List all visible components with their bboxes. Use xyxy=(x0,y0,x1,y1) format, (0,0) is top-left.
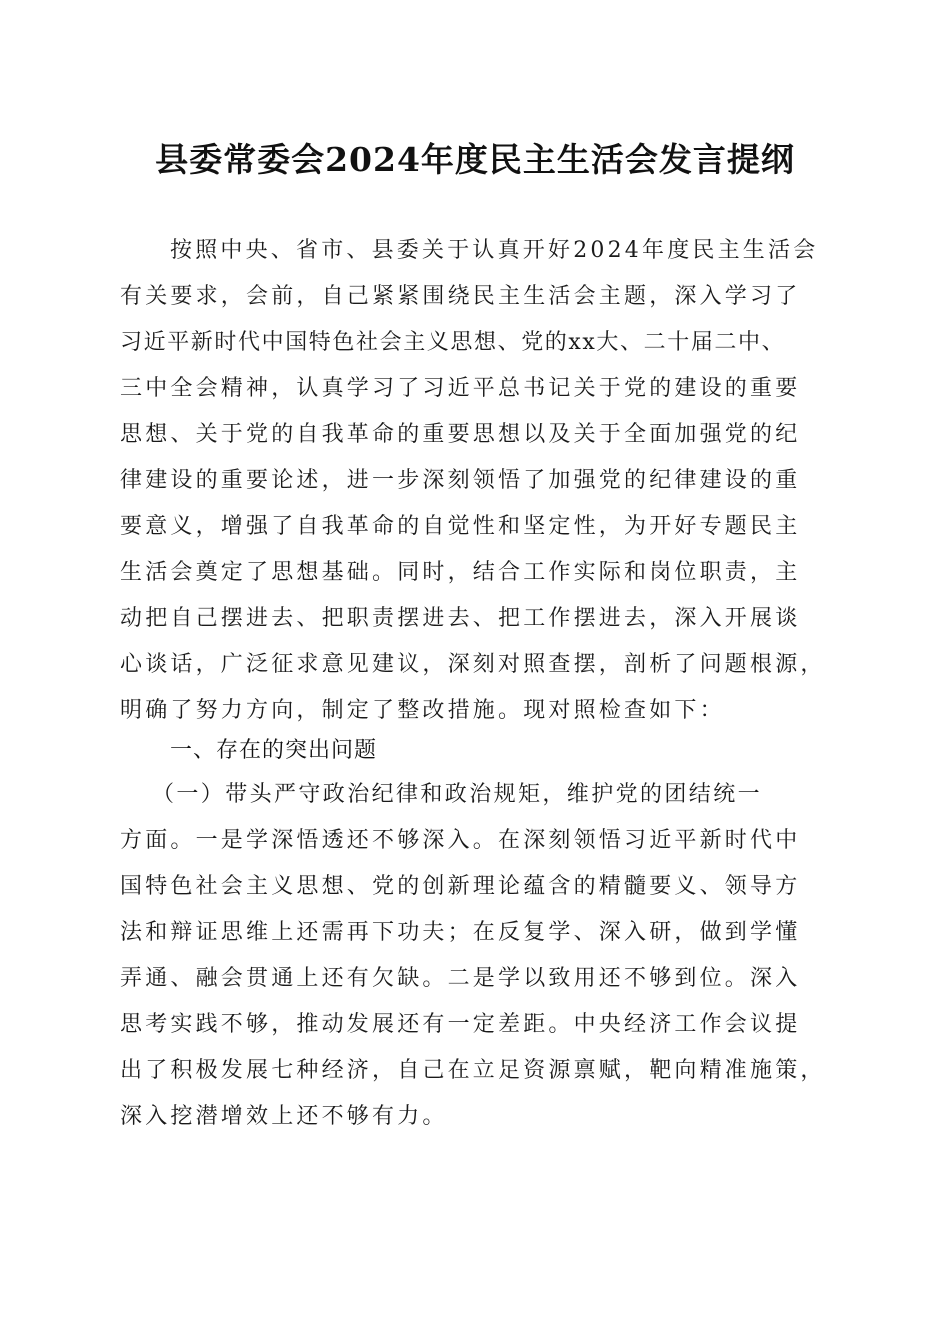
subsection-line: （一）带头严守政治纪律和政治规矩，维护党的团结统一 xyxy=(152,782,763,807)
subsection-line: 方面。一是学深悟透还不够深入。在深刻领悟习近平新时代中 xyxy=(120,828,801,853)
intro-line: 明确了努力方向，制定了整改措施。现对照检查如下： xyxy=(120,698,725,723)
subsection-line: 法和辩证思维上还需再下功夫；在反复学、深入研，做到学懂 xyxy=(120,920,801,945)
intro-line: 三中全会精神，认真学习了习近平总书记关于党的建设的重要 xyxy=(120,376,801,401)
intro-line: 有关要求，会前，自己紧紧围绕民主生活会主题，深入学习了 xyxy=(120,284,801,309)
subsection-line: 出了积极发展七种经济，自己在立足资源禀赋，靶向精准施策， xyxy=(120,1058,826,1083)
subsection-line: 弄通、融会贯通上还有欠缺。二是学以致用还不够到位。深入 xyxy=(120,966,801,991)
subsection-line: 深入挖潜增效上还不够有力。 xyxy=(120,1104,448,1129)
document-title: 县委常委会2024年度民主生活会发言提纲 xyxy=(155,140,795,179)
intro-line: 要意义，增强了自我革命的自觉性和坚定性，为开好专题民主 xyxy=(120,514,801,539)
intro-line: 习近平新时代中国特色社会主义思想、党的xx大、二十届二中、 xyxy=(120,330,786,355)
intro-line: 按照中央、省市、县委关于认真开好2024年度民主生活会 xyxy=(170,238,819,263)
intro-line: 心谈话，广泛征求意见建议，深刻对照查摆，剖析了问题根源， xyxy=(120,652,826,677)
intro-line: 思想、关于党的自我革命的重要思想以及关于全面加强党的纪 xyxy=(120,422,801,447)
subsection-line: 思考实践不够，推动发展还有一定差距。中央经济工作会议提 xyxy=(120,1012,801,1037)
subsection-line: 国特色社会主义思想、党的创新理论蕴含的精髓要义、领导方 xyxy=(120,874,801,899)
intro-line: 生活会奠定了思想基础。同时，结合工作实际和岗位职责，主 xyxy=(120,560,801,585)
section-heading: 一、存在的突出问题 xyxy=(170,738,378,763)
intro-line: 动把自己摆进去、把职责摆进去、把工作摆进去，深入开展谈 xyxy=(120,606,801,631)
intro-line: 律建设的重要论述，进一步深刻领悟了加强党的纪律建设的重 xyxy=(120,468,801,493)
